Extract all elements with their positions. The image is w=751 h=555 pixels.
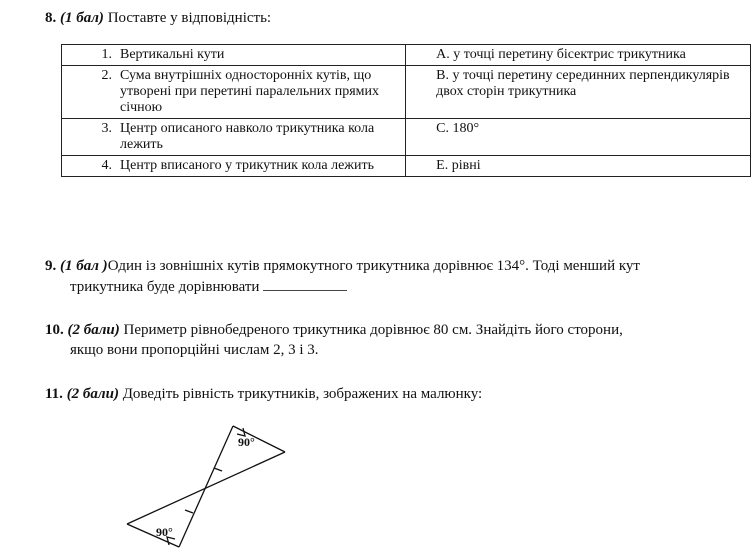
table-cell-right bbox=[406, 66, 751, 119]
question-10 bbox=[45, 320, 623, 360]
table-cell-right bbox=[406, 45, 751, 66]
item-number: 4. bbox=[101, 158, 112, 173]
question-10-number: 10. bbox=[45, 322, 64, 338]
item-number: 2. bbox=[101, 68, 112, 83]
question-11-number: 11. bbox=[45, 386, 63, 402]
question-8-number: 8. bbox=[45, 10, 57, 26]
item-text: Сума внутрішніх односторонніх кутів, що утворені при перетині паралельних прямих січною bbox=[120, 68, 380, 115]
question-9-line2: трикутника буде дорівнювати bbox=[70, 279, 264, 295]
question-9-points: (1 бал ) bbox=[60, 258, 108, 274]
question-10-line2: якщо вони пропорційні числам 2, 3 і 3. bbox=[70, 342, 319, 358]
matching-table bbox=[61, 44, 751, 177]
question-8 bbox=[45, 8, 271, 28]
option-text: Е. рівні bbox=[436, 158, 481, 173]
question-9-line1: Один із зовнішніх кутів прямокутного трикутника дорівнює 134°. Тоді менший кут bbox=[107, 258, 640, 274]
question-11-text: Доведіть рівність трикутників, зображених на малюнку: bbox=[118, 386, 483, 402]
item-number: 1. bbox=[101, 47, 112, 62]
question-10-points: (2 бали) bbox=[67, 322, 120, 338]
table-cell-right bbox=[406, 156, 751, 177]
table-row bbox=[62, 66, 751, 119]
crossing-line bbox=[127, 452, 285, 524]
table-cell-left bbox=[62, 45, 406, 66]
tick-mark-top bbox=[214, 468, 222, 471]
item-text: Вертикальні кути bbox=[120, 47, 225, 62]
question-8-points: (1 бал) bbox=[60, 10, 104, 26]
item-text: Центр вписаного у трикутник кола лежить bbox=[120, 158, 374, 173]
option-text: С. 180° bbox=[436, 121, 480, 136]
table-row bbox=[62, 119, 751, 156]
triangles-figure bbox=[120, 420, 300, 555]
question-9-number: 9. bbox=[45, 258, 57, 274]
option-text: В. у точці перетину серединних перпендикулярів двох сторін трикутника bbox=[436, 68, 730, 99]
question-9 bbox=[45, 256, 640, 297]
angle-label-bottom: 90° bbox=[156, 525, 173, 539]
question-10-line1: Периметр рівнобедреного трикутника дорівнює 80 см. Знайдіть його сторони, bbox=[119, 322, 623, 338]
table-cell-right bbox=[406, 119, 751, 156]
angle-label-top: 90° bbox=[238, 435, 255, 449]
question-11-points: (2 бали) bbox=[66, 386, 119, 402]
tick-mark-bottom bbox=[185, 510, 193, 513]
item-number: 3. bbox=[101, 121, 112, 136]
crossing-line bbox=[179, 426, 233, 547]
item-text: Центр описаного навколо трикутника кола лежить bbox=[120, 121, 375, 152]
answer-blank[interactable] bbox=[263, 276, 347, 291]
table-row bbox=[62, 45, 751, 66]
table-cell-left bbox=[62, 156, 406, 177]
question-8-text: Поставте у відповідність: bbox=[103, 10, 272, 26]
option-text: А. у точці перетину бісектрис трикутника bbox=[436, 47, 686, 62]
question-11 bbox=[45, 384, 482, 404]
table-cell-left bbox=[62, 119, 406, 156]
table-cell-left bbox=[62, 66, 406, 119]
table-row bbox=[62, 156, 751, 177]
